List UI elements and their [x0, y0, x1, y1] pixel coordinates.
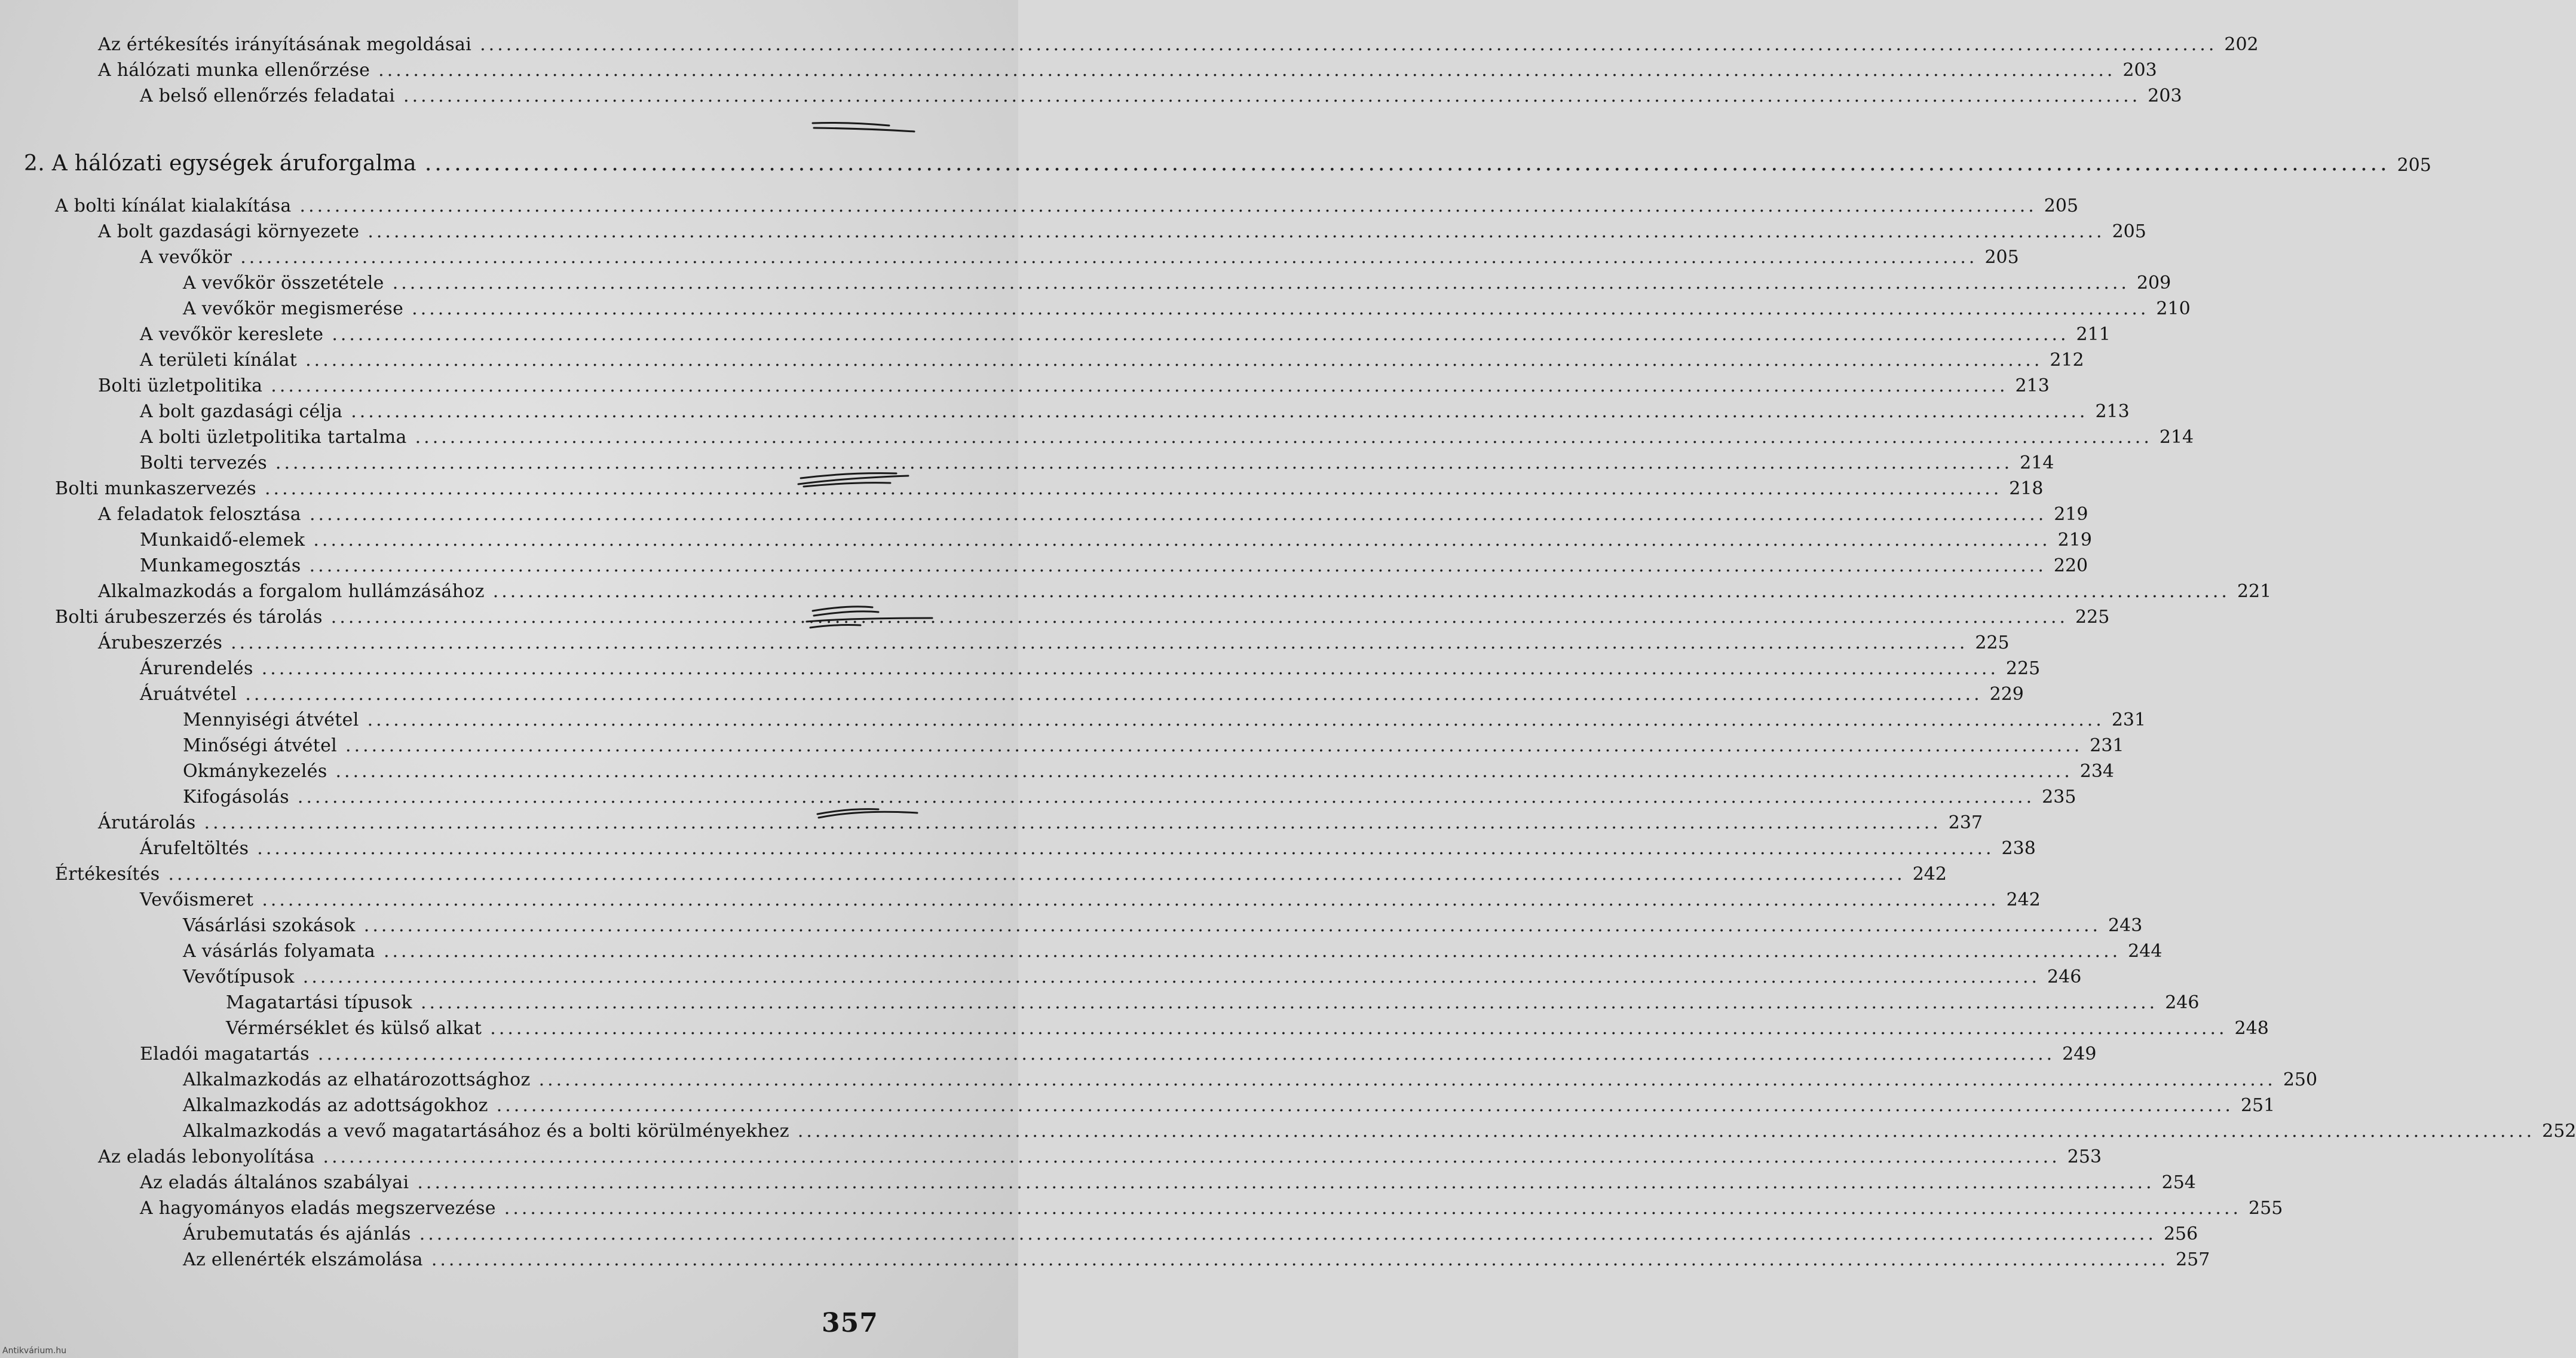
toc-entry-title: Árufeltöltés: [140, 838, 249, 859]
toc-entry: [226, 986, 2200, 1013]
dot-leader: ........................................................................................................................................................................................................: [538, 1069, 2276, 1090]
toc-entry: [55, 600, 2110, 628]
toc-entry: [183, 909, 2143, 936]
toc-entry-title: Kifogásolás: [183, 787, 289, 808]
dot-leader: ........................................................................................................................................................................................................: [367, 221, 2105, 242]
toc-entry: [183, 934, 2163, 962]
toc-entry: [140, 1166, 2196, 1193]
toc-entry: [140, 420, 2194, 448]
toc-entry-title: Okmánykezelés: [183, 761, 327, 782]
toc-entry: [183, 292, 2191, 319]
toc-entry-page: 256: [2163, 1224, 2198, 1244]
toc-entry-page: 249: [2062, 1044, 2097, 1065]
toc-entry-title: Bolti árubeszerzés és tárolás: [55, 607, 323, 628]
toc-entry-page: 203: [2148, 85, 2182, 106]
toc-entry-title: Árubemutatás és ajánlás: [183, 1224, 411, 1244]
toc-entry: [183, 1088, 2275, 1116]
toc-entry-page: 210: [2156, 298, 2191, 319]
dot-leader: ........................................................................................................................................................................................................: [496, 1095, 2234, 1116]
toc-entry-title: A feladatok felosztása: [98, 504, 301, 525]
toc-entry-title: Árurendelés: [140, 658, 253, 679]
dot-leader: ........................................................................................................................................................................................................: [332, 324, 2069, 345]
toc-entry: [140, 446, 2054, 473]
dot-leader: ........................................................................................................................................................................................................: [383, 941, 2121, 962]
dot-leader: ........................................................................................................................................................................................................: [302, 966, 2041, 987]
toc-entry-title: Magatartási típusok: [226, 992, 412, 1013]
toc-entry-page: 251: [2240, 1095, 2275, 1116]
toc-entry-title: Vevőtípusok: [183, 966, 295, 987]
toc-entry: [98, 1140, 2102, 1167]
toc-entry-page: 255: [2249, 1198, 2283, 1219]
toc-entry-title: Minőségi átvétel: [183, 735, 338, 756]
watermark: Antikvárium.hu: [2, 1346, 67, 1356]
toc-entry: [140, 1037, 2097, 1065]
toc-entry-page: 242: [1912, 864, 1947, 885]
dot-leader: ........................................................................................................................................................................................................: [309, 555, 2047, 576]
dot-leader: ........................................................................................................................................................................................................: [317, 1044, 2056, 1065]
toc-entry-title: Árutárolás: [98, 812, 196, 833]
toc-entry-title: Bolti munkaszervezés: [55, 478, 256, 499]
toc-entry: [55, 189, 2079, 216]
toc-entry-page: 214: [2020, 452, 2054, 473]
toc-entry-page: 242: [2006, 889, 2041, 910]
toc-entry-title: Áruátvétel: [140, 684, 237, 705]
toc-entry-title: A hálózati munka ellenőrzése: [98, 60, 370, 81]
toc-entry: [98, 626, 2010, 653]
dot-leader: ........................................................................................................................................................................................................: [424, 151, 2390, 176]
toc-entry: [140, 79, 2182, 106]
toc-entry-title: Munkaidő-elemek: [140, 530, 305, 550]
toc-entry: [183, 1063, 2318, 1090]
toc-entry-page: 213: [2015, 375, 2050, 396]
toc-entry: [183, 960, 2082, 987]
dot-leader: ........................................................................................................................................................................................................: [257, 838, 1995, 859]
toc-entry-title: Alkalmazkodás a vevő magatartásához és a bolti körülményekhez: [183, 1121, 789, 1142]
toc-entry-title: A hagyományos eladás megszervezése: [140, 1198, 496, 1219]
toc-entry: [183, 703, 2146, 730]
toc-entry: [183, 1217, 2198, 1244]
toc-entry: [98, 369, 2050, 396]
dot-leader: ........................................................................................................................................................................................................: [492, 581, 2230, 602]
toc-entry-page: 211: [2076, 324, 2111, 345]
page-number: 357: [822, 1308, 878, 1338]
dot-leader: ........................................................................................................................................................................................................: [367, 709, 2105, 730]
dot-leader: ........................................................................................................................................................................................................: [420, 992, 2158, 1013]
toc-entry-title: A bolt gazdasági környezete: [98, 221, 360, 242]
dot-leader: ........................................................................................................................................................................................................: [480, 34, 2217, 55]
dot-leader: ........................................................................................................................................................................................................: [403, 85, 2141, 106]
dot-leader: ........................................................................................................................................................................................................: [490, 1018, 2228, 1039]
toc-entry-page: 246: [2165, 992, 2200, 1013]
toc-entry-page: 202: [2224, 34, 2259, 55]
toc-entry-page: 205: [2397, 155, 2431, 176]
toc-entry: [140, 549, 2088, 576]
toc-entry-page: 220: [2053, 555, 2088, 576]
dot-leader: ........................................................................................................................................................................................................: [204, 812, 1941, 833]
toc-entry-page: 235: [2042, 787, 2076, 808]
toc-entry-page: 225: [2075, 607, 2110, 628]
toc-entry-title: A területi kínálat: [140, 350, 298, 371]
toc-entry: [98, 497, 2088, 525]
dot-leader: ........................................................................................................................................................................................................: [313, 530, 2051, 550]
dot-leader: ........................................................................................................................................................................................................: [240, 247, 1978, 268]
toc-entry-title: Vevőismeret: [140, 889, 254, 910]
dot-leader: ........................................................................................................................................................................................................: [417, 1172, 2155, 1193]
toc-entry: [140, 317, 2111, 345]
toc-entry-title: Az eladás általános szabályai: [140, 1172, 409, 1193]
toc-entry-title: Alkalmazkodás a forgalom hullámzásához: [98, 581, 485, 602]
toc-entry-page: 248: [2234, 1018, 2269, 1039]
toc-entry-title: A bolt gazdasági célja: [140, 401, 343, 422]
toc-entry-title: A belső ellenőrzés feladatai: [140, 85, 396, 106]
toc-entry: [140, 343, 2084, 371]
toc-entry-page: 205: [2112, 221, 2146, 242]
toc-entry-title: Bolti üzletpolitika: [98, 375, 263, 396]
dot-leader: ........................................................................................................................................................................................................: [335, 761, 2073, 782]
toc-entry-page: 229: [1989, 684, 2024, 705]
pen-underline-203: [813, 123, 914, 132]
toc-entry: [183, 754, 2115, 782]
toc-entry-title: Bolti tervezés: [140, 452, 267, 473]
toc-entry-title: A bolti üzletpolitika tartalma: [140, 427, 407, 448]
dot-leader: ........................................................................................................................................................................................................: [415, 427, 2152, 448]
toc-entry-page: 243: [2108, 915, 2143, 936]
toc-entry: [183, 729, 2124, 756]
toc-entry: [140, 883, 2041, 910]
dot-leader: ........................................................................................................................................................................................................: [412, 298, 2149, 319]
dot-leader: ........................................................................................................................................................................................................: [271, 375, 2008, 396]
toc-entry-page: 231: [2090, 735, 2124, 756]
toc-entry: [183, 1243, 2210, 1270]
toc-entry: [140, 652, 2041, 679]
toc-entry-page: 203: [2122, 60, 2157, 81]
dot-leader: ........................................................................................................................................................................................................: [305, 350, 2043, 371]
toc-entry: [55, 857, 1947, 885]
toc-entry-title: Mennyiségi átvétel: [183, 709, 359, 730]
dot-leader: ........................................................................................................................................................................................................: [431, 1249, 2169, 1270]
dot-leader: ........................................................................................................................................................................................................: [351, 401, 2088, 422]
toc-entry-title: Alkalmazkodás az elhatározottsághoz: [183, 1069, 531, 1090]
dot-leader: ........................................................................................................................................................................................................: [797, 1121, 2535, 1142]
toc-entry-title: Az eladás lebonyolítása: [98, 1146, 315, 1167]
toc-entry: [98, 53, 2157, 81]
dot-leader: ........................................................................................................................................................................................................: [363, 915, 2102, 936]
dot-leader: ........................................................................................................................................................................................................: [265, 478, 2002, 499]
toc-entry: [140, 394, 2130, 422]
toc-entry-page: 246: [2047, 966, 2082, 987]
toc-entry-page: 221: [2237, 581, 2272, 602]
toc-entry-title: A vásárlás folyamata: [183, 941, 375, 962]
dot-leader: ........................................................................................................................................................................................................: [168, 864, 1906, 885]
dot-leader: ........................................................................................................................................................................................................: [275, 452, 2013, 473]
toc-entry-title: 2. A hálózati egységek áruforgalma: [24, 151, 416, 176]
toc-entry-page: 214: [2159, 427, 2194, 448]
toc-entry: [140, 677, 2024, 705]
toc-entry-title: A vevőkör kereslete: [140, 324, 324, 345]
toc-entry: [98, 215, 2146, 242]
toc-entry-title: A vevőkör megismerése: [183, 298, 404, 319]
toc-entry-page: 252: [2542, 1121, 2576, 1142]
toc-entry-page: 219: [2054, 504, 2088, 525]
dot-leader: ........................................................................................................................................................................................................: [392, 273, 2130, 293]
dot-leader: ........................................................................................................................................................................................................: [378, 60, 2116, 81]
toc-entry: [140, 523, 2092, 550]
toc-entry-page: 225: [1975, 632, 2010, 653]
toc-entry-page: 205: [1984, 247, 2019, 268]
toc-entry-title: Alkalmazkodás az adottságokhoz: [183, 1095, 488, 1116]
toc-entry: [140, 831, 2036, 859]
toc-entry-title: A vevőkör: [140, 247, 232, 268]
toc-entry-title: Értékesítés: [55, 864, 160, 885]
toc-entry-page: 205: [2044, 195, 2079, 216]
toc-entry-title: Munkamegosztás: [140, 555, 301, 576]
dot-leader: ........................................................................................................................................................................................................: [299, 195, 2037, 216]
toc-entry-page: 213: [2095, 401, 2130, 422]
toc-entry-title: A vevőkör összetétele: [183, 273, 384, 293]
dot-leader: ........................................................................................................................................................................................................: [297, 787, 2035, 808]
toc-entry: [226, 1011, 2269, 1039]
toc-entry-page: 257: [2176, 1249, 2210, 1270]
dot-leader: ........................................................................................................................................................................................................: [419, 1224, 2157, 1244]
toc-entry-page: 253: [2067, 1146, 2102, 1167]
dot-leader: ........................................................................................................................................................................................................: [330, 607, 2069, 628]
toc-entry: [183, 780, 2076, 808]
toc-entry-page: 234: [2079, 761, 2115, 782]
dot-leader: ........................................................................................................................................................................................................: [262, 889, 1999, 910]
dot-leader: ........................................................................................................................................................................................................: [345, 735, 2083, 756]
toc-entry-page: 218: [2009, 478, 2044, 499]
toc-entry: [140, 1191, 2283, 1219]
dot-leader: ........................................................................................................................................................................................................: [323, 1146, 2060, 1167]
toc-entry: [55, 472, 2044, 499]
toc-entry-page: 237: [1948, 812, 1983, 833]
chapter-heading: [24, 143, 2431, 176]
toc-entry-page: 219: [2057, 530, 2092, 550]
toc-entry-title: Vérmérséklet és külső alkat: [226, 1018, 482, 1039]
dot-leader: ........................................................................................................................................................................................................: [231, 632, 1968, 653]
toc-entry-page: 244: [2128, 941, 2163, 962]
toc-entry-title: A bolti kínálat kialakítása: [55, 195, 292, 216]
toc-entry-page: 212: [2050, 350, 2084, 371]
dot-leader: ........................................................................................................................................................................................................: [245, 684, 1983, 705]
toc-entry: [98, 806, 1983, 833]
toc-entry-page: 250: [2283, 1069, 2318, 1090]
toc-entry-title: Az értékesítés irányításának megoldásai: [98, 34, 472, 55]
dot-leader: ........................................................................................................................................................................................................: [261, 658, 1999, 679]
toc-entry-title: Az ellenérték elszámolása: [183, 1249, 423, 1270]
toc-entry: [183, 1114, 2576, 1142]
toc-entry: [98, 27, 2259, 55]
toc-entry-page: 209: [2136, 273, 2171, 293]
toc-entry-title: Vásárlási szokások: [183, 915, 356, 936]
toc-entry: [140, 240, 2019, 268]
toc-entry-page: 231: [2111, 709, 2146, 730]
toc-entry: [98, 574, 2272, 602]
toc-entry-page: 254: [2161, 1172, 2196, 1193]
toc-entry: [183, 266, 2171, 293]
dot-leader: ........................................................................................................................................................................................................: [310, 504, 2047, 525]
toc-entry-page: 238: [2001, 838, 2036, 859]
toc-entry-page: 225: [2005, 658, 2041, 679]
toc-entry-title: Eladói magatartás: [140, 1044, 310, 1065]
toc-entry-title: Árubeszerzés: [98, 632, 223, 653]
dot-leader: ........................................................................................................................................................................................................: [504, 1198, 2242, 1219]
